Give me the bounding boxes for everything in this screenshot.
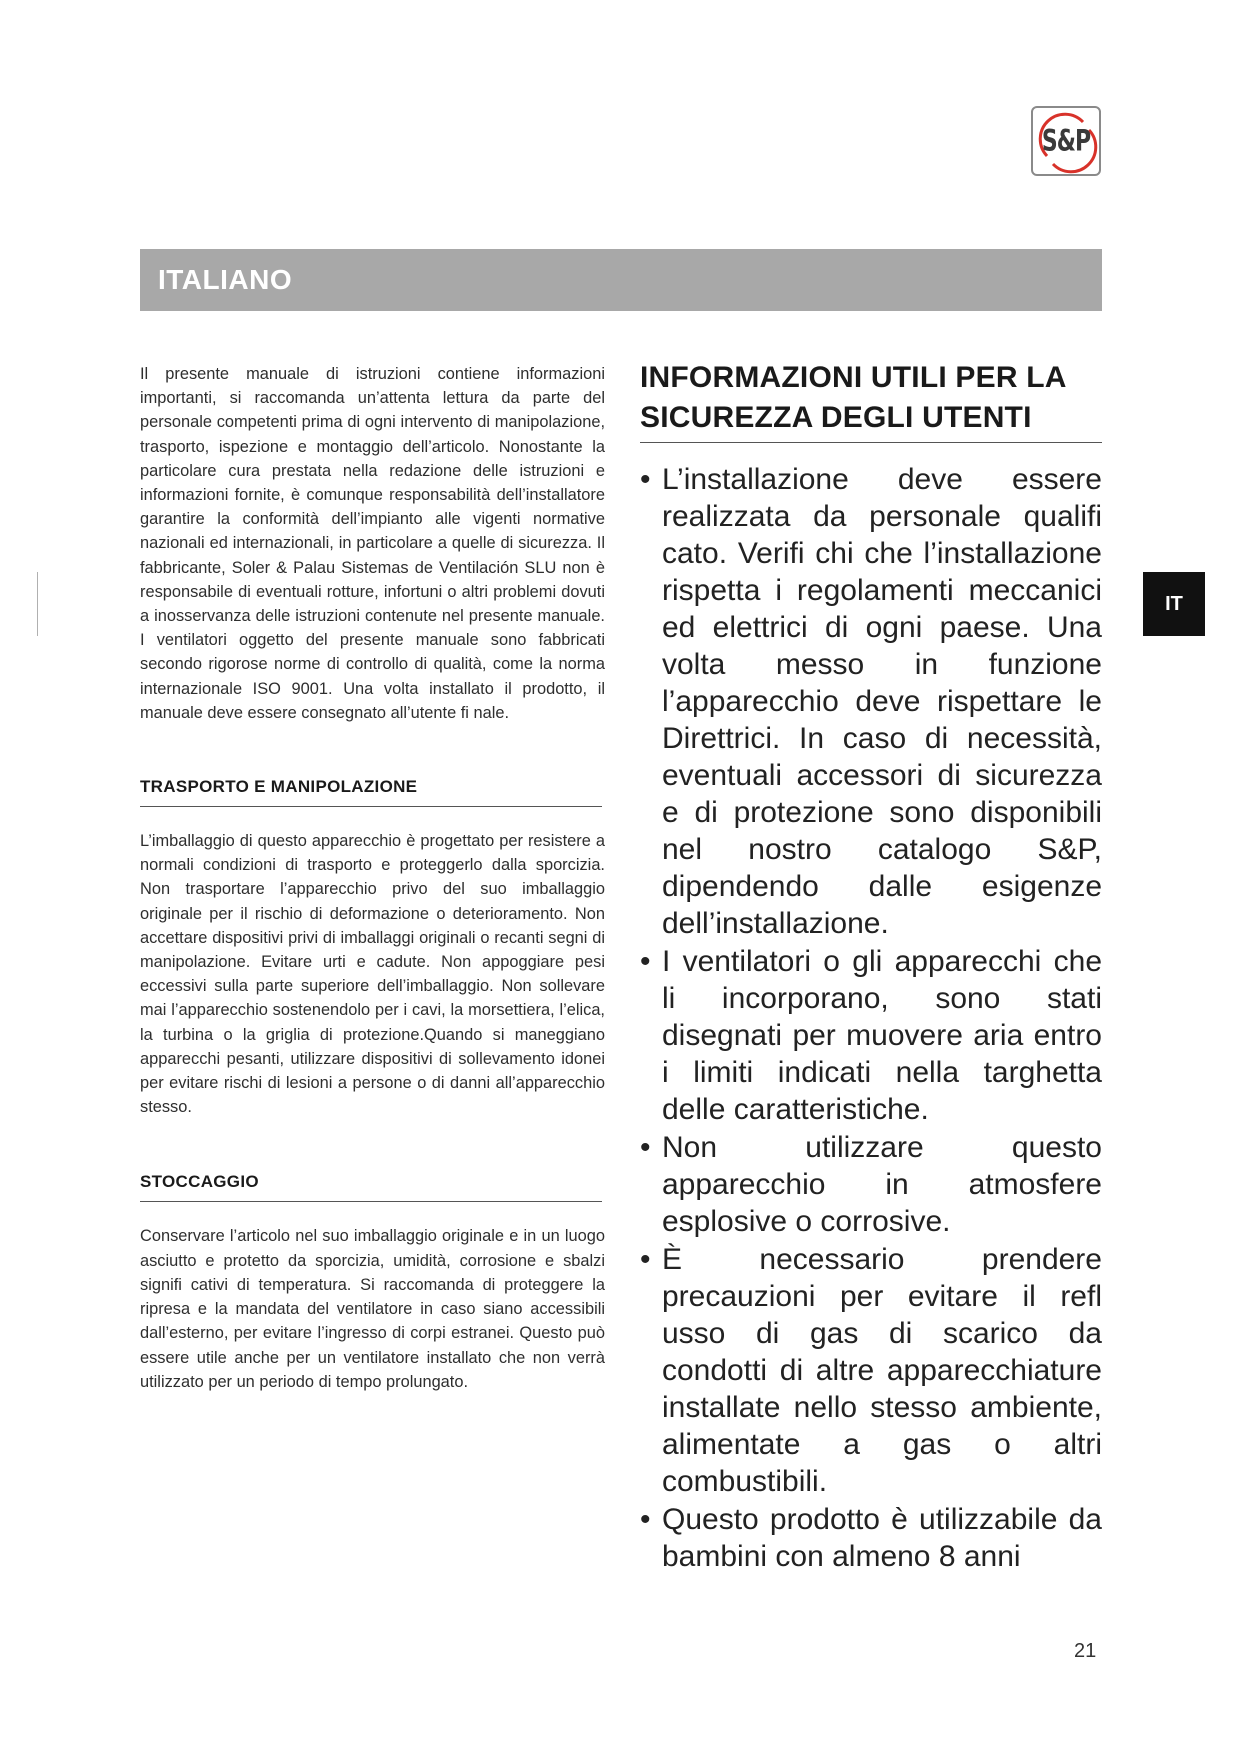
page-number: 21 (1074, 1640, 1097, 1662)
left-column (140, 362, 605, 1394)
storage-paragraph: Conservare l’articolo nel suo imballaggio originale e in un luogo asciutto e protetto da sporcizia, umidità, corrosione e sbalzi signifi cativi di temperatura. Si raccomanda di proteggere la ripresa e la mandata del ventilatore in caso siano accessibili dall’esterno, per evitare l’ingresso di corpi estranei. Questo può essere utile anche per un ventilatore installato che non verrà utilizzato per un periodo di tempo prolungato. (140, 1227, 605, 1391)
safety-item: • Questo prodotto è utilizzabile da bambini con almeno 8 anni (640, 1501, 1102, 1575)
language-title: ITALIANO (158, 264, 293, 295)
brand-logo (1031, 106, 1101, 176)
transport-paragraph: L’imballaggio di questo apparecchio è progettato per resistere a normali condizioni di trasporto e proteggerlo dalla sporcizia. Non trasportare l’apparecchio privo del suo imballaggio originale per il rischio di deformazione o deterioramento. Non accettare dispositivi privi di imballaggi originali o recanti segni di manipolazione. Evitare urti e cadute. Non appoggiare pesi eccessivi sulla parte superiore dell’imballaggio. Non sollevare mai l’apparecchio sostenendolo per i cavi, la morsettiera, l’elica, la turbina o la griglia di protezione.Quando si maneggiano apparecchi pesanti, utilizzare dispositivi di sollevamento idonei per evitare rischi di lesioni a persone o di danni all’apparecchio stesso. (140, 832, 605, 1117)
right-column (640, 358, 1102, 1576)
storage-heading: STOCCAGGIO (140, 1172, 602, 1202)
intro-paragraph: Il presente manuale di istruzioni contiene informazioni importanti, si raccomanda un’attenta lettura da parte del personale competenti prima di ogni intervento di manipolazione, trasporto, ispezione e montaggio dell’articolo. Nonostante la particolare cura prestata nella redazione delle istruzioni e informazioni fornite, è comunque responsabilità dell’installatore garantire la conformità dell’impianto alle vigenti normative nazionali ed internazionali, in particolare a quelle di sicurezza. Il fabbricante, Soler & Palau Sistemas de Ventilación SLU non è responsabile di eventuali rotture, infortuni o altri problemi dovuti a inosservanza delle istruzioni contenute nel presente manuale. I ventilatori oggetto del presente manuale sono fabbricati secondo rigorose norme di controllo di qualità, come la norma internazionale ISO 9001. Una volta installato il prodotto, il manuale deve essere consegnato all’utente fi nale. (140, 365, 605, 722)
safety-item: • L’installazione deve essere realizzata da personale qualifi cato. Verifi chi che l’installazione rispetta i regolamenti meccanici ed elettrici di ogni paese. Una volta messo in funzione l’apparecchio deve rispettare le Direttrici. In caso di necessità, eventuali accessori di sicurezza e di protezione sono disponibili nel nostro catalogo S&P, dipendendo dalle esigenze dell’installazione. (640, 461, 1102, 942)
safety-list (640, 461, 1102, 1575)
safety-item: • È necessario prendere precauzioni per evitare il refl usso di gas di scarico da condotti di altre apparecchiature installate nello stesso ambiente, alimentate a gas o altri combustibili. (640, 1241, 1102, 1500)
safety-item: • I ventilatori o gli apparecchi che li incorporano, sono stati disegnati per muovere aria entro i limiti indicati nella targhetta delle caratteristiche. (640, 943, 1102, 1128)
margin-mark (37, 572, 38, 636)
language-side-tab: IT (1143, 572, 1205, 636)
language-header-bar (140, 249, 1102, 311)
safety-heading: INFORMAZIONI UTILI PER LA SICUREZZA DEGLI UTENTI (640, 358, 1102, 443)
logo-text: S&P (1041, 124, 1091, 158)
safety-item: • Non utilizzare questo apparecchio in atmosfere esplosive o corrosive. (640, 1129, 1102, 1240)
transport-heading: TRASPORTO E MANIPOLAZIONE (140, 777, 602, 807)
